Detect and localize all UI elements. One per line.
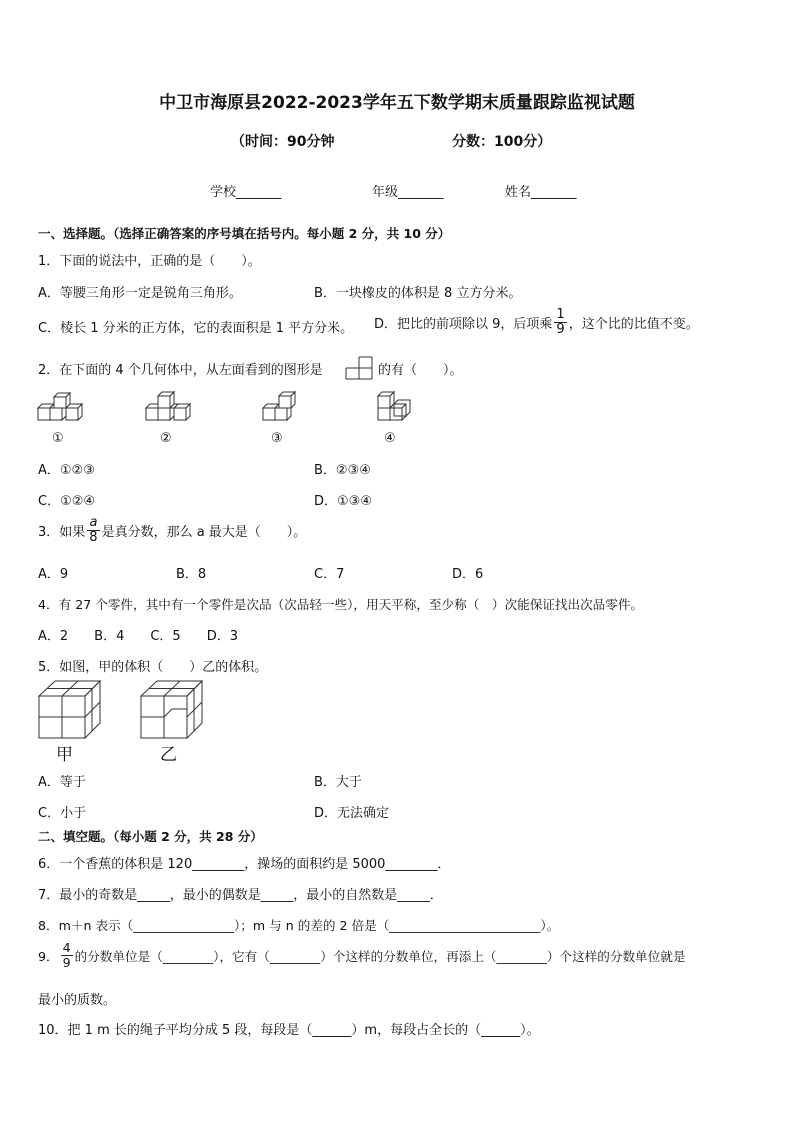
exam-score: 分数：100分）: [452, 134, 552, 150]
q9-fraction: [61, 941, 73, 970]
school-field: 学校_______: [210, 185, 282, 200]
q4-stem: 4．有 27 个零件，其中有一个零件是次品（次品轻一些），用天平称，至少称（ ）次能保证找出次品零件。: [38, 597, 644, 612]
solid-1-figure: [37, 395, 85, 429]
label-jia: 甲: [56, 745, 73, 765]
solid-jia-figure: [38, 680, 102, 740]
q1-d-post: ，这个比的比值不变。: [568, 317, 699, 332]
solid-yi-figure: [140, 680, 204, 740]
solid-4-label: ④: [384, 431, 396, 446]
q6: 6．一个香蕉的体积是 120________，操场的面积约是 5000________．: [38, 857, 451, 872]
q1-stem: 1．下面的说法中，正确的是（ ）。: [38, 254, 261, 269]
q3-pre: 3．如果: [38, 525, 86, 540]
q2-stem-pre: 2．在下面的 4 个几何体中，从左面看到的图形是: [38, 363, 323, 378]
q2-option-d: D．①③④: [314, 494, 372, 509]
q1-option-c: C．棱长 1 分米的正方体，它的表面积是 1 平方分米。: [38, 321, 354, 336]
solid-2-label: ②: [160, 431, 172, 446]
q4-options: A．2 B．4 C．5 D．3: [38, 629, 238, 644]
q2-option-c: C．①②④: [38, 494, 96, 509]
q1-d-pre: D．把比的前项除以 9，后项乘: [374, 317, 553, 332]
q3-den: 8: [89, 530, 98, 545]
q3-option-c: C．7: [314, 567, 345, 582]
page-title: 中卫市海原县2022-2023学年五下数学期末质量跟踪监视试题: [159, 93, 635, 113]
q7: 7．最小的奇数是_____，最小的偶数是_____，最小的自然数是_____．: [38, 888, 443, 903]
solid-2-figure: [145, 391, 193, 429]
solid-3-label: ③: [271, 431, 283, 446]
left-view-figure: [345, 356, 373, 380]
q3-option-a: A．9: [38, 567, 69, 582]
grade-field: 年级_______: [372, 185, 444, 200]
name-field: 姓名_______: [505, 185, 577, 200]
q3-num: a: [87, 516, 99, 531]
q1-option-b: B．一块橡皮的体积是 8 立方分米。: [314, 286, 522, 301]
q2-stem-post: 的有（ ）。: [378, 363, 463, 378]
q9-line2: 最小的质数。: [38, 993, 117, 1008]
q3-stem: [38, 516, 306, 545]
q1-d-fraction: [554, 308, 566, 337]
label-yi: 乙: [160, 745, 177, 765]
q5-option-a: A．等于: [38, 775, 86, 790]
solid-4-figure: [377, 392, 417, 428]
solid-1-label: ①: [52, 431, 64, 446]
q1-d-den: 9: [556, 322, 565, 337]
q8: 8．m＋n 表示（________________）；m 与 n 的差的 2 倍是（________________________）。: [38, 918, 560, 933]
q5-stem: 5．如图，甲的体积（ ）乙的体积。: [38, 660, 268, 675]
section1-heading: 一、选择题。（选择正确答案的序号填在括号内。每小题 2 分，共 10 分）: [38, 226, 451, 241]
q3-option-d: D．6: [452, 567, 484, 582]
q5-option-c: C．小于: [38, 806, 87, 821]
q1-option-a: A．等腰三角形一定是锐角三角形。: [38, 286, 242, 301]
q2-option-a: A．①②③: [38, 463, 95, 478]
q9-post: 的分数单位是（________），它有（________）个这样的分数单位，再添上（________）个这样的分数单位就是: [74, 949, 686, 964]
q3-fraction: [87, 516, 99, 545]
q9-pre: 9．: [38, 949, 59, 964]
q2-option-b: B．②③④: [314, 463, 371, 478]
q9-num: 4: [62, 940, 71, 955]
solid-3-figure: [262, 393, 302, 429]
section2-heading: 二、填空题。（每小题 2 分，共 28 分）: [38, 829, 263, 844]
q3-option-b: B．8: [176, 567, 207, 582]
q9-line1: [38, 941, 685, 970]
q1-d-num: 1: [556, 307, 565, 322]
q5-option-d: D．无法确定: [314, 806, 390, 821]
q1-option-d: [374, 308, 699, 337]
q10: 10．把 1 m 长的绳子平均分成 5 段，每段是（______）m，每段占全长的（______）。: [38, 1023, 540, 1038]
q5-option-b: B．大于: [314, 775, 362, 790]
exam-time: （时间：90分钟: [231, 134, 335, 150]
q3-post: 是真分数，那么 a 最大是（ ）。: [101, 525, 307, 540]
q9-den: 9: [62, 955, 71, 970]
